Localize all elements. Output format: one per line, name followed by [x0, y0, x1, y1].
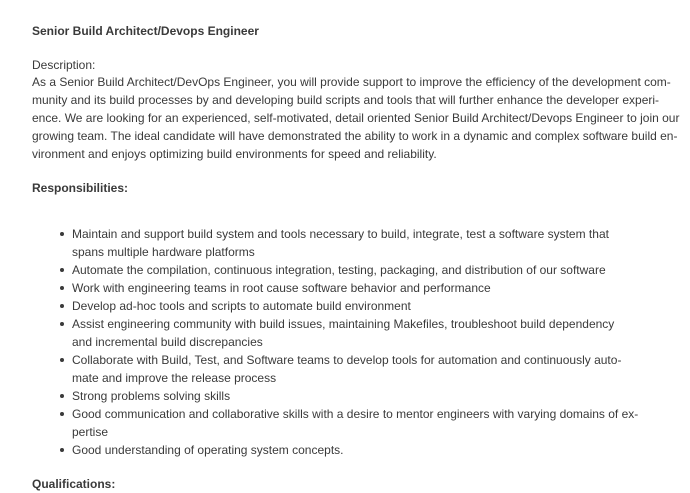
job-title: Senior Build Architect/Devops Engineer: [32, 24, 259, 38]
list-item-line: Good communication and collaborative skills with a desire to mentor engineers with varying domains of ex-: [72, 407, 639, 421]
list-item-line: Automate the compilation, continuous integration, testing, packaging, and distribution of our software: [72, 263, 606, 277]
list-item-line: mate and improve the release process: [72, 371, 277, 385]
list-item-line: Develop ad-hoc tools and scripts to automate build environment: [72, 299, 411, 313]
bullet-icon: [60, 304, 64, 308]
list-item-line: Good understanding of operating system concepts.: [72, 443, 344, 457]
list-item: [60, 261, 680, 279]
bullet-icon: [60, 448, 64, 452]
list-item-line: Collaborate with Build, Test, and Software teams to develop tools for automation and continuously auto-: [72, 353, 622, 367]
qualifications-heading: Qualifications:: [32, 477, 116, 491]
list-item: [60, 351, 680, 387]
list-item: [60, 315, 680, 351]
list-item: [60, 279, 680, 297]
list-item-line: Strong problems solving skills: [72, 389, 231, 403]
list-item-line: spans multiple hardware platforms: [72, 245, 255, 259]
description-body: [32, 73, 682, 163]
list-item-line: and incremental build discrepancies: [72, 335, 263, 349]
responsibilities-heading: Responsibilities:: [32, 181, 129, 195]
description-line: As a Senior Build Architect/DevOps Engineer, you will provide support to improve the efficiency of the development com-: [32, 75, 671, 89]
description-line: growing team. The ideal candidate will have demonstrated the ability to work in a dynamic and complex software build en-: [32, 129, 678, 143]
list-item: [60, 297, 680, 315]
bullet-icon: [60, 412, 64, 416]
list-item-line: Maintain and support build system and tools necessary to build, integrate, test a software system that: [72, 227, 609, 241]
list-item: [60, 225, 680, 261]
list-item-line: pertise: [72, 425, 109, 439]
bullet-icon: [60, 322, 64, 326]
responsibilities-list: [60, 225, 680, 459]
description-heading: Description:: [32, 58, 96, 72]
description-line: ence. We are looking for an experienced, self-motivated, detail oriented Senior Build Architect/Devops Engineer to join our: [32, 111, 680, 125]
bullet-icon: [60, 394, 64, 398]
list-item-line: Work with engineering teams in root cause software behavior and performance: [72, 281, 491, 295]
list-item: [60, 441, 680, 459]
bullet-icon: [60, 358, 64, 362]
list-item-line: Assist engineering community with build issues, maintaining Makefiles, troubleshoot build dependency: [72, 317, 615, 331]
list-item: [60, 387, 680, 405]
bullet-icon: [60, 268, 64, 272]
description-line: vironment and enjoys optimizing build environments for speed and reliability.: [32, 147, 437, 161]
description-line: munity and its build processes by and developing build scripts and tools that will further enhance the developer experi-: [32, 93, 660, 107]
bullet-icon: [60, 286, 64, 290]
bullet-icon: [60, 232, 64, 236]
list-item: [60, 405, 680, 441]
